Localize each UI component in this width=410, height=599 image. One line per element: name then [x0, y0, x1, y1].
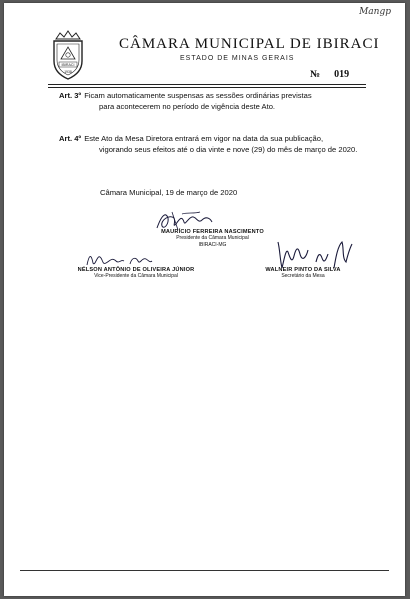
header-title: CÂMARA MUNICIPAL DE IBIRACI	[119, 36, 380, 52]
crest-year: 1938	[64, 70, 72, 74]
signatory-role: Presidente da Câmara Municipal	[176, 235, 249, 241]
article-text-rest: vigorando seus efeitos até o dia vinte e nove (29) do mês de março de 2020.	[99, 145, 358, 155]
secretary-signature	[262, 267, 344, 280]
vice-president-signature	[62, 267, 210, 280]
document-page	[4, 3, 405, 596]
article-label: Art. 4º	[59, 134, 82, 143]
signatory-role: Secretário da Mesa	[281, 273, 325, 279]
number-value: 019	[334, 69, 350, 80]
crest-lettering: IBIRACI	[61, 63, 75, 67]
signatory-role: Vice-Presidente da Câmara Municipal	[94, 273, 178, 279]
footer-rule	[20, 570, 389, 571]
corner-initials: Mangp	[359, 7, 391, 17]
header-subtitle: ESTADO DE MINAS GERAIS	[180, 55, 295, 62]
article-4	[59, 133, 367, 156]
header-rule	[48, 84, 366, 85]
article-label: Art. 3º	[59, 91, 82, 100]
header-rule-thin	[48, 87, 366, 88]
article-text-rest: para acontecerem no período de vigência deste Ato.	[99, 102, 276, 112]
vice-signature-image	[84, 249, 154, 269]
signatory-name: MAURÍCIO FERREIRA NASCIMENTO	[161, 229, 264, 235]
signatory-name: NÉLSON ANTÔNIO DE OLIVEIRA JÚNIOR	[77, 267, 195, 273]
municipal-crest-icon	[50, 29, 86, 81]
article-text-first: Ficam automaticamente suspensas as sessões ordinárias previstas	[84, 91, 312, 100]
date-line: Câmara Municipal, 19 de março de 2020	[100, 188, 238, 197]
number-label: №	[310, 69, 321, 80]
president-signature	[150, 229, 275, 248]
article-text-first: Este Ato da Mesa Diretora entrará em vigor na data da sua publicação,	[84, 134, 324, 143]
article-3	[59, 90, 367, 113]
document-number	[310, 69, 349, 80]
signatory-location: IBIRACI-MG	[198, 241, 227, 248]
signatory-name: WALNEIR PINTO DA SILVA	[265, 267, 341, 273]
